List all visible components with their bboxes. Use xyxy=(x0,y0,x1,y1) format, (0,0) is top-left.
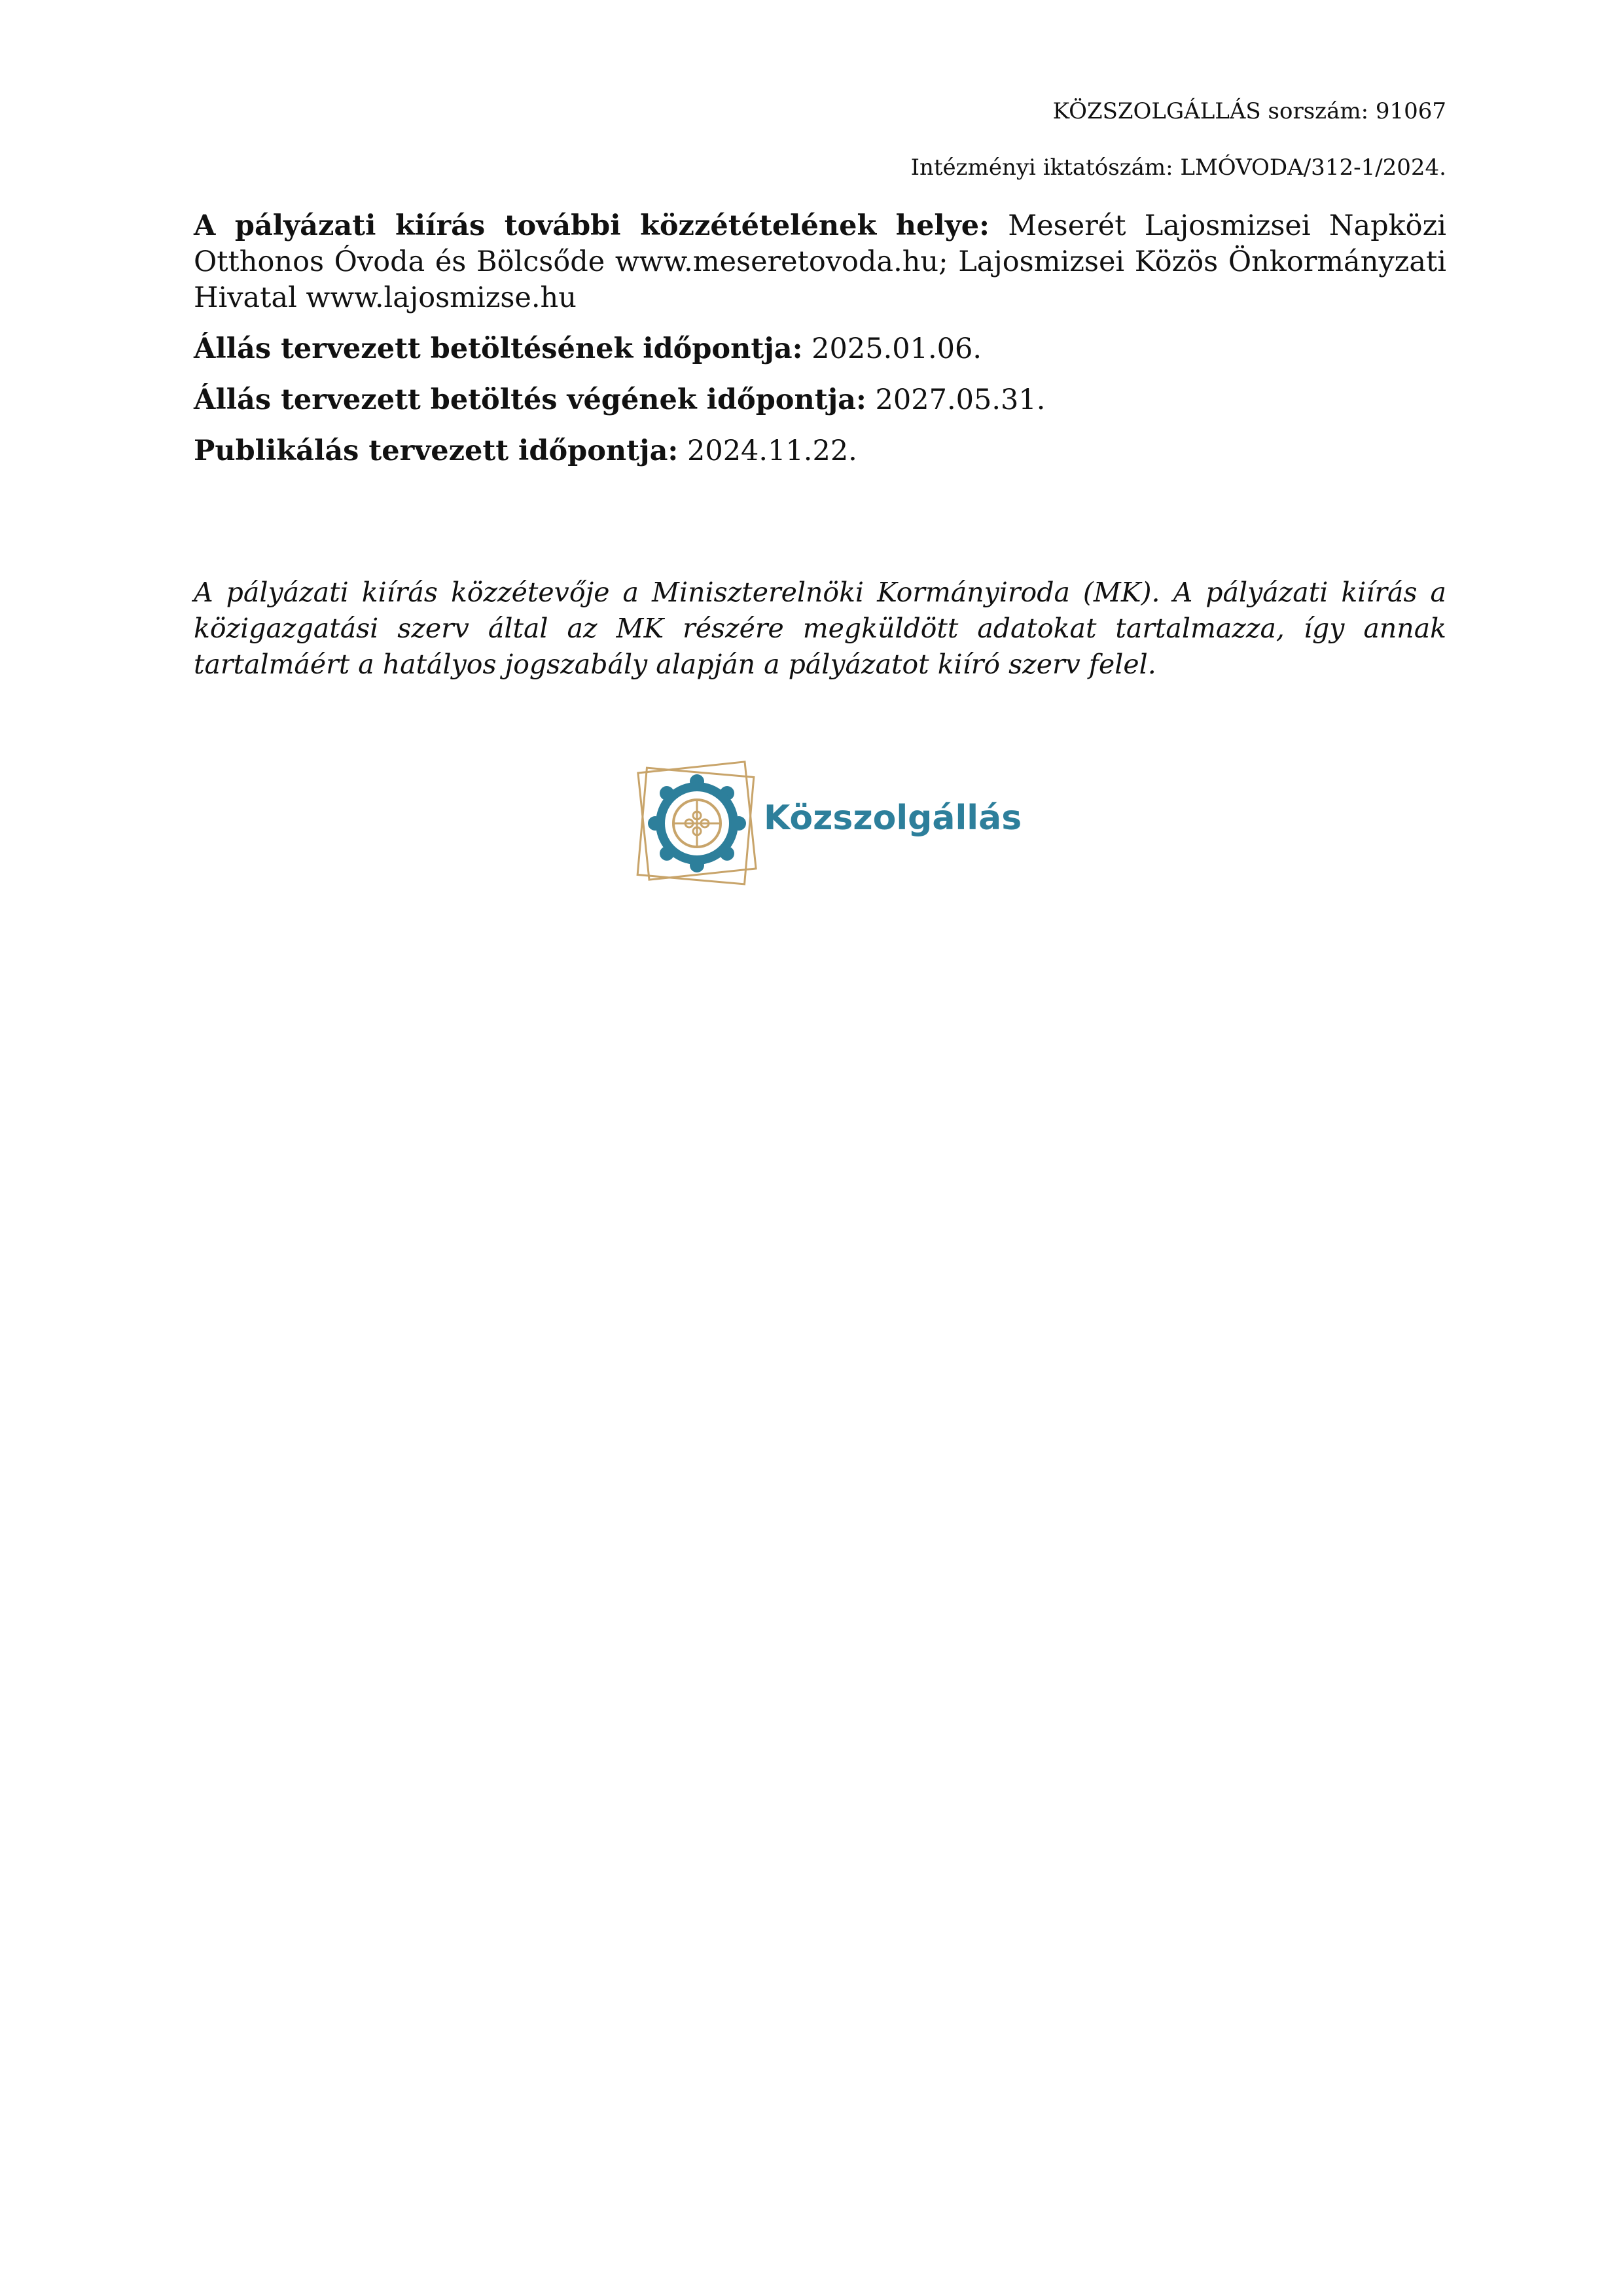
publish-date-field xyxy=(194,433,1446,469)
registry-number: Intézményi iktatószám: LMÓVODA/312-1/2024. xyxy=(910,154,1446,181)
serial-number: KÖZSZOLGÁLLÁS sorszám: 91067 xyxy=(1052,98,1446,124)
kozszolgallas-logo xyxy=(625,753,1031,897)
disclaimer-text: A pályázati kiírás közzétevője a Miniszterelnöki Kormányiroda (MK). A pályázati kiírás a közigazgatási szerv által az MK részére megküldött adatokat tartalmazza, így annak tartalmáért a hatályos jogszabály alapján a pályázatot kiíró szerv felel. xyxy=(194,577,1446,680)
start-date-value: 2025.01.06. xyxy=(812,332,982,365)
end-date-field xyxy=(194,382,1446,418)
start-date-field xyxy=(194,331,1446,367)
logo-wordmark: Közszolgállás xyxy=(764,798,1022,838)
publish-date-value: 2024.11.22. xyxy=(687,435,857,467)
publish-date-label: Publikálás tervezett időpontja: xyxy=(194,435,679,467)
publication-place-value: Meserét Lajosmizsei Napközi Otthonos Óvoda és Bölcsőde www.meseretovoda.hu; Lajosmizsei Közös Önkormányzati Hivatal www.lajosmizse.hu xyxy=(194,209,1446,314)
end-date-label: Állás tervezett betöltés végének időpontja: xyxy=(194,384,866,416)
start-date-label: Állás tervezett betöltésének időpontja: xyxy=(194,332,803,365)
end-date-value: 2027.05.31. xyxy=(875,384,1046,416)
publication-place-field xyxy=(194,208,1446,316)
kozszolgallas-emblem-icon xyxy=(625,753,769,897)
job-details xyxy=(194,208,1446,484)
publication-place-label: A pályázati kiírás további közzétételének helye: xyxy=(194,209,990,242)
